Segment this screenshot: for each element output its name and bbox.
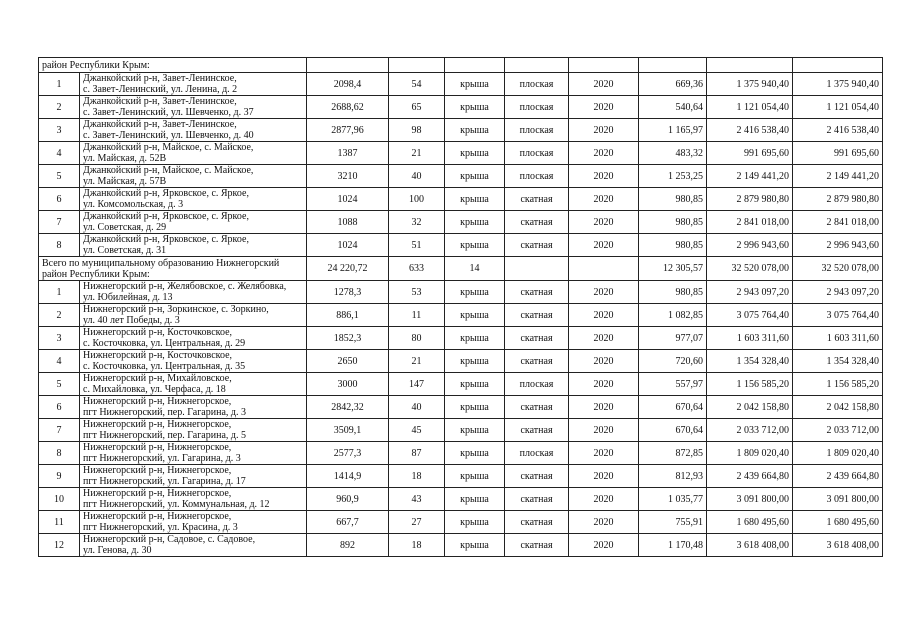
year-value: 2020	[569, 442, 639, 465]
roof-type-value: скатная	[505, 327, 569, 350]
address-line-1: Нижнегорский р-н, Нижнегорское,	[83, 442, 232, 453]
cost-value: 2 149 441,20	[707, 165, 793, 188]
year-value: 2020	[569, 350, 639, 373]
empty-cell	[793, 58, 883, 73]
cost-value: 2 943 097,20	[707, 281, 793, 304]
address-line-1: Джанкойский р-н, Майское, с. Майское,	[83, 165, 254, 176]
roof-type-value: плоская	[505, 373, 569, 396]
roof-type-value: плоская	[505, 165, 569, 188]
table-row	[39, 96, 883, 119]
address-cell	[80, 396, 307, 419]
address-line-2: пгт Нижнегорский, пер. Гагарина, д. 3	[83, 407, 246, 418]
table-row	[39, 304, 883, 327]
address-line-1: Джанкойский р-н, Майское, с. Майское,	[83, 142, 254, 153]
quantity-value: 87	[389, 442, 445, 465]
area-value: 1024	[307, 234, 389, 257]
unit-price-value: 1 253,25	[639, 165, 707, 188]
address-cell	[80, 488, 307, 511]
total-value: 1 603 311,60	[793, 327, 883, 350]
table-row	[39, 281, 883, 304]
address-line-1: Нижнегорский р-н, Косточковское,	[83, 350, 233, 361]
table-row	[39, 396, 883, 419]
address-line-2: пгт Нижнегорский, пер. Гагарина, д. 5	[83, 430, 246, 441]
table-row	[39, 142, 883, 165]
address-line-1: Джанкойский р-н, Ярковское, с. Яркое,	[83, 234, 249, 245]
empty-cell	[569, 257, 639, 281]
roof-type-value: скатная	[505, 234, 569, 257]
row-number: 4	[39, 142, 80, 165]
total-value: 2 841 018,00	[793, 211, 883, 234]
unit-price-value: 872,85	[639, 442, 707, 465]
total-value: 3 618 408,00	[793, 534, 883, 557]
address-line-2: с. Косточковка, ул. Центральная, д. 29	[83, 338, 246, 349]
address-line-2: ул. 40 лет Победы, д. 3	[83, 315, 180, 326]
empty-cell	[505, 257, 569, 281]
quantity-value: 40	[389, 396, 445, 419]
address-line-2: пгт Нижнегорский, ул. Красина, д. 3	[83, 522, 238, 533]
address-line-2: ул. Генова, д. 30	[83, 545, 152, 556]
address-cell	[80, 188, 307, 211]
empty-cell	[505, 58, 569, 73]
year-value: 2020	[569, 465, 639, 488]
table-row	[39, 165, 883, 188]
total-value: 1 121 054,40	[793, 96, 883, 119]
address-cell	[80, 327, 307, 350]
unit-price-value: 670,64	[639, 396, 707, 419]
total-value: 2 149 441,20	[793, 165, 883, 188]
address-line-1: Нижнегорский р-н, Нижнегорское,	[83, 511, 232, 522]
roof-type-value: плоская	[505, 73, 569, 96]
area-value: 3509,1	[307, 419, 389, 442]
address-cell	[80, 96, 307, 119]
table-body	[39, 58, 883, 557]
table-row	[39, 419, 883, 442]
cost-value: 1 121 054,40	[707, 96, 793, 119]
address-line-1: Нижнегорский р-н, Желябовское, с. Желябовка,	[83, 281, 287, 292]
address-cell	[80, 119, 307, 142]
year-value: 2020	[569, 419, 639, 442]
total-value: 3 091 800,00	[793, 488, 883, 511]
cost-value: 2 033 712,00	[707, 419, 793, 442]
unit-price-value: 812,93	[639, 465, 707, 488]
element-value: крыша	[445, 234, 505, 257]
area-value: 1852,3	[307, 327, 389, 350]
address-line-2: с. Завет-Ленинский, ул. Шевченко, д. 37	[83, 107, 254, 118]
roof-type-value: скатная	[505, 465, 569, 488]
area-value: 1088	[307, 211, 389, 234]
unit-price-value: 1 082,85	[639, 304, 707, 327]
table-row	[39, 188, 883, 211]
roof-type-value: скатная	[505, 534, 569, 557]
year-value: 2020	[569, 281, 639, 304]
table-row	[39, 119, 883, 142]
address-line-1: Нижнегорский р-н, Садовое, с. Садовое,	[83, 534, 256, 545]
element-value: крыша	[445, 534, 505, 557]
element-value: крыша	[445, 373, 505, 396]
address-line-1: Джанкойский р-н, Завет-Ленинское,	[83, 73, 237, 84]
total-value: 1 680 495,60	[793, 511, 883, 534]
address-cell	[80, 373, 307, 396]
row-number: 3	[39, 327, 80, 350]
quantity-value: 51	[389, 234, 445, 257]
address-line-1: Джанкойский р-н, Завет-Ленинское,	[83, 119, 237, 130]
cost-value: 3 618 408,00	[707, 534, 793, 557]
total-value: 1 375 940,40	[793, 73, 883, 96]
row-number: 12	[39, 534, 80, 557]
row-number: 3	[39, 119, 80, 142]
area-value: 2577,3	[307, 442, 389, 465]
total-value: 2 996 943,60	[793, 234, 883, 257]
table-row	[39, 211, 883, 234]
quantity-value: 100	[389, 188, 445, 211]
address-cell	[80, 304, 307, 327]
roof-type-value: скатная	[505, 304, 569, 327]
roof-type-value: скатная	[505, 188, 569, 211]
area-value: 1414,9	[307, 465, 389, 488]
element-value: крыша	[445, 350, 505, 373]
empty-cell	[307, 58, 389, 73]
cost-value: 1 375 940,40	[707, 73, 793, 96]
cost-value: 2 042 158,80	[707, 396, 793, 419]
address-cell	[80, 442, 307, 465]
address-line-2: с. Завет-Ленинский, ул. Ленина, д. 2	[83, 84, 238, 95]
total-value: 1 809 020,40	[793, 442, 883, 465]
year-value: 2020	[569, 396, 639, 419]
summary-label	[39, 257, 307, 281]
cost-value: 2 996 943,60	[707, 234, 793, 257]
quantity-value: 80	[389, 327, 445, 350]
quantity-value: 21	[389, 350, 445, 373]
unit-price-value: 977,07	[639, 327, 707, 350]
region-header-row	[39, 58, 883, 73]
summary-area: 24 220,72	[307, 257, 389, 281]
summary-row	[39, 257, 883, 281]
element-value: крыша	[445, 304, 505, 327]
cost-value: 1 354 328,40	[707, 350, 793, 373]
address-line-2: ул. Майская, д. 57В	[83, 176, 167, 187]
empty-cell	[707, 58, 793, 73]
row-number: 1	[39, 281, 80, 304]
total-value: 2 042 158,80	[793, 396, 883, 419]
row-number: 1	[39, 73, 80, 96]
quantity-value: 53	[389, 281, 445, 304]
quantity-value: 54	[389, 73, 445, 96]
area-value: 3210	[307, 165, 389, 188]
roof-type-value: скатная	[505, 419, 569, 442]
roof-type-value: скатная	[505, 488, 569, 511]
total-value: 2 439 664,80	[793, 465, 883, 488]
element-value: крыша	[445, 465, 505, 488]
cost-value: 3 075 764,40	[707, 304, 793, 327]
total-value: 2 033 712,00	[793, 419, 883, 442]
row-number: 8	[39, 442, 80, 465]
element-value: крыша	[445, 119, 505, 142]
area-value: 1278,3	[307, 281, 389, 304]
cost-value: 2 416 538,40	[707, 119, 793, 142]
quantity-value: 18	[389, 465, 445, 488]
unit-price-value: 980,85	[639, 188, 707, 211]
address-line-1: Джанкойский р-н, Завет-Ленинское,	[83, 96, 237, 107]
row-number: 2	[39, 304, 80, 327]
address-line-2: с. Косточковка, ул. Центральная, д. 35	[83, 361, 246, 372]
quantity-value: 18	[389, 534, 445, 557]
roof-type-value: плоская	[505, 442, 569, 465]
element-value: крыша	[445, 188, 505, 211]
row-number: 6	[39, 396, 80, 419]
address-line-2: ул. Советская, д. 31	[83, 245, 167, 256]
area-value: 2098,4	[307, 73, 389, 96]
row-number: 10	[39, 488, 80, 511]
element-value: крыша	[445, 396, 505, 419]
address-line-1: Нижнегорский р-н, Нижнегорское,	[83, 419, 232, 430]
total-value: 3 075 764,40	[793, 304, 883, 327]
quantity-value: 65	[389, 96, 445, 119]
address-line-1: Нижнегорский р-н, Нижнегорское,	[83, 396, 232, 407]
address-line-2: ул. Советская, д. 29	[83, 222, 167, 233]
address-cell	[80, 465, 307, 488]
area-value: 3000	[307, 373, 389, 396]
year-value: 2020	[569, 211, 639, 234]
area-value: 2688,62	[307, 96, 389, 119]
year-value: 2020	[569, 511, 639, 534]
year-value: 2020	[569, 234, 639, 257]
address-line-2: пгт Нижнегорский, ул. Коммунальная, д. 12	[83, 499, 270, 510]
total-value: 1 354 328,40	[793, 350, 883, 373]
address-line-1: Нижнегорский р-н, Нижнегорское,	[83, 488, 232, 499]
year-value: 2020	[569, 304, 639, 327]
quantity-value: 147	[389, 373, 445, 396]
table-row	[39, 534, 883, 557]
address-line-1: Нижнегорский р-н, Михайловское,	[83, 373, 232, 384]
roof-type-value: плоская	[505, 142, 569, 165]
year-value: 2020	[569, 142, 639, 165]
year-value: 2020	[569, 188, 639, 211]
element-value: крыша	[445, 327, 505, 350]
cost-value: 991 695,60	[707, 142, 793, 165]
area-value: 667,7	[307, 511, 389, 534]
cost-value: 2 841 018,00	[707, 211, 793, 234]
row-number: 7	[39, 211, 80, 234]
roof-type-value: скатная	[505, 396, 569, 419]
address-cell	[80, 419, 307, 442]
unit-price-value: 1 170,48	[639, 534, 707, 557]
table-row	[39, 350, 883, 373]
roof-type-value: плоская	[505, 119, 569, 142]
address-cell	[80, 350, 307, 373]
roof-type-value: скатная	[505, 350, 569, 373]
region-header-label: район Республики Крым:	[39, 58, 307, 73]
element-value: крыша	[445, 211, 505, 234]
address-cell	[80, 234, 307, 257]
cost-value: 2 879 980,80	[707, 188, 793, 211]
unit-price-value: 1 165,97	[639, 119, 707, 142]
summary-label-line: район Республики Крым:	[42, 268, 150, 280]
address-line-2: пгт Нижнегорский, ул. Гагарина, д. 17	[83, 476, 246, 487]
empty-cell	[569, 58, 639, 73]
area-value: 2842,32	[307, 396, 389, 419]
element-value: крыша	[445, 96, 505, 119]
area-value: 892	[307, 534, 389, 557]
row-number: 4	[39, 350, 80, 373]
summary-unit-price: 12 305,57	[639, 257, 707, 281]
quantity-value: 27	[389, 511, 445, 534]
area-value: 960,9	[307, 488, 389, 511]
address-line-1: Нижнегорский р-н, Зоркинское, с. Зоркино,	[83, 304, 269, 315]
row-number: 2	[39, 96, 80, 119]
address-cell	[80, 165, 307, 188]
row-number: 6	[39, 188, 80, 211]
address-line-1: Джанкойский р-н, Ярковское, с. Яркое,	[83, 188, 249, 199]
cost-value: 2 439 664,80	[707, 465, 793, 488]
area-value: 1387	[307, 142, 389, 165]
element-value: крыша	[445, 419, 505, 442]
address-line-2: пгт Нижнегорский, ул. Гагарина, д. 3	[83, 453, 241, 464]
element-value: крыша	[445, 442, 505, 465]
year-value: 2020	[569, 73, 639, 96]
address-line-1: Нижнегорский р-н, Нижнегорское,	[83, 465, 232, 476]
cost-value: 1 603 311,60	[707, 327, 793, 350]
address-line-2: ул. Юбилейная, д. 13	[83, 292, 173, 303]
quantity-value: 43	[389, 488, 445, 511]
table-row	[39, 442, 883, 465]
year-value: 2020	[569, 534, 639, 557]
unit-price-value: 540,64	[639, 96, 707, 119]
address-line-2: с. Завет-Ленинский, ул. Шевченко, д. 40	[83, 130, 254, 141]
row-number: 9	[39, 465, 80, 488]
row-number: 11	[39, 511, 80, 534]
element-value: крыша	[445, 73, 505, 96]
unit-price-value: 980,85	[639, 234, 707, 257]
roof-type-value: скатная	[505, 211, 569, 234]
address-cell	[80, 281, 307, 304]
element-value: крыша	[445, 165, 505, 188]
table-row	[39, 73, 883, 96]
row-number: 5	[39, 373, 80, 396]
roof-repair-table	[38, 57, 883, 557]
year-value: 2020	[569, 327, 639, 350]
unit-price-value: 980,85	[639, 281, 707, 304]
roof-type-value: скатная	[505, 511, 569, 534]
quantity-value: 40	[389, 165, 445, 188]
summary-count: 14	[445, 257, 505, 281]
empty-cell	[389, 58, 445, 73]
area-value: 2650	[307, 350, 389, 373]
roof-type-value: плоская	[505, 96, 569, 119]
unit-price-value: 755,91	[639, 511, 707, 534]
cost-value: 1 680 495,60	[707, 511, 793, 534]
roof-type-value: скатная	[505, 281, 569, 304]
unit-price-value: 557,97	[639, 373, 707, 396]
total-value: 2 416 538,40	[793, 119, 883, 142]
total-value: 991 695,60	[793, 142, 883, 165]
address-line-1: Нижнегорский р-н, Косточковское,	[83, 327, 233, 338]
year-value: 2020	[569, 119, 639, 142]
empty-cell	[445, 58, 505, 73]
quantity-value: 32	[389, 211, 445, 234]
unit-price-value: 1 035,77	[639, 488, 707, 511]
table-row	[39, 511, 883, 534]
address-cell	[80, 211, 307, 234]
table-row	[39, 234, 883, 257]
table-row	[39, 327, 883, 350]
unit-price-value: 980,85	[639, 211, 707, 234]
unit-price-value: 720,60	[639, 350, 707, 373]
unit-price-value: 670,64	[639, 419, 707, 442]
empty-cell	[639, 58, 707, 73]
summary-cost: 32 520 078,00	[707, 257, 793, 281]
address-line-1: Джанкойский р-н, Ярковское, с. Яркое,	[83, 211, 249, 222]
summary-total: 32 520 078,00	[793, 257, 883, 281]
address-line-2: ул. Майская, д. 52В	[83, 153, 167, 164]
area-value: 1024	[307, 188, 389, 211]
table-row	[39, 465, 883, 488]
address-cell	[80, 534, 307, 557]
cost-value: 1 156 585,20	[707, 373, 793, 396]
total-value: 1 156 585,20	[793, 373, 883, 396]
year-value: 2020	[569, 488, 639, 511]
table-row	[39, 488, 883, 511]
row-number: 5	[39, 165, 80, 188]
year-value: 2020	[569, 96, 639, 119]
address-cell	[80, 511, 307, 534]
cost-value: 1 809 020,40	[707, 442, 793, 465]
summary-label-line: Всего по муниципальному образованию Нижнегорский	[42, 257, 280, 269]
area-value: 886,1	[307, 304, 389, 327]
summary-quantity: 633	[389, 257, 445, 281]
address-cell	[80, 142, 307, 165]
total-value: 2 879 980,80	[793, 188, 883, 211]
element-value: крыша	[445, 488, 505, 511]
year-value: 2020	[569, 373, 639, 396]
unit-price-value: 669,36	[639, 73, 707, 96]
element-value: крыша	[445, 511, 505, 534]
address-line-2: с. Михайловка, ул. Черфаса, д. 18	[83, 384, 226, 395]
area-value: 2877,96	[307, 119, 389, 142]
row-number: 7	[39, 419, 80, 442]
address-line-2: ул. Комсомольская, д. 3	[83, 199, 184, 210]
quantity-value: 98	[389, 119, 445, 142]
row-number: 8	[39, 234, 80, 257]
address-cell	[80, 73, 307, 96]
quantity-value: 45	[389, 419, 445, 442]
table-row	[39, 373, 883, 396]
unit-price-value: 483,32	[639, 142, 707, 165]
total-value: 2 943 097,20	[793, 281, 883, 304]
year-value: 2020	[569, 165, 639, 188]
quantity-value: 21	[389, 142, 445, 165]
element-value: крыша	[445, 142, 505, 165]
cost-value: 3 091 800,00	[707, 488, 793, 511]
element-value: крыша	[445, 281, 505, 304]
quantity-value: 11	[389, 304, 445, 327]
